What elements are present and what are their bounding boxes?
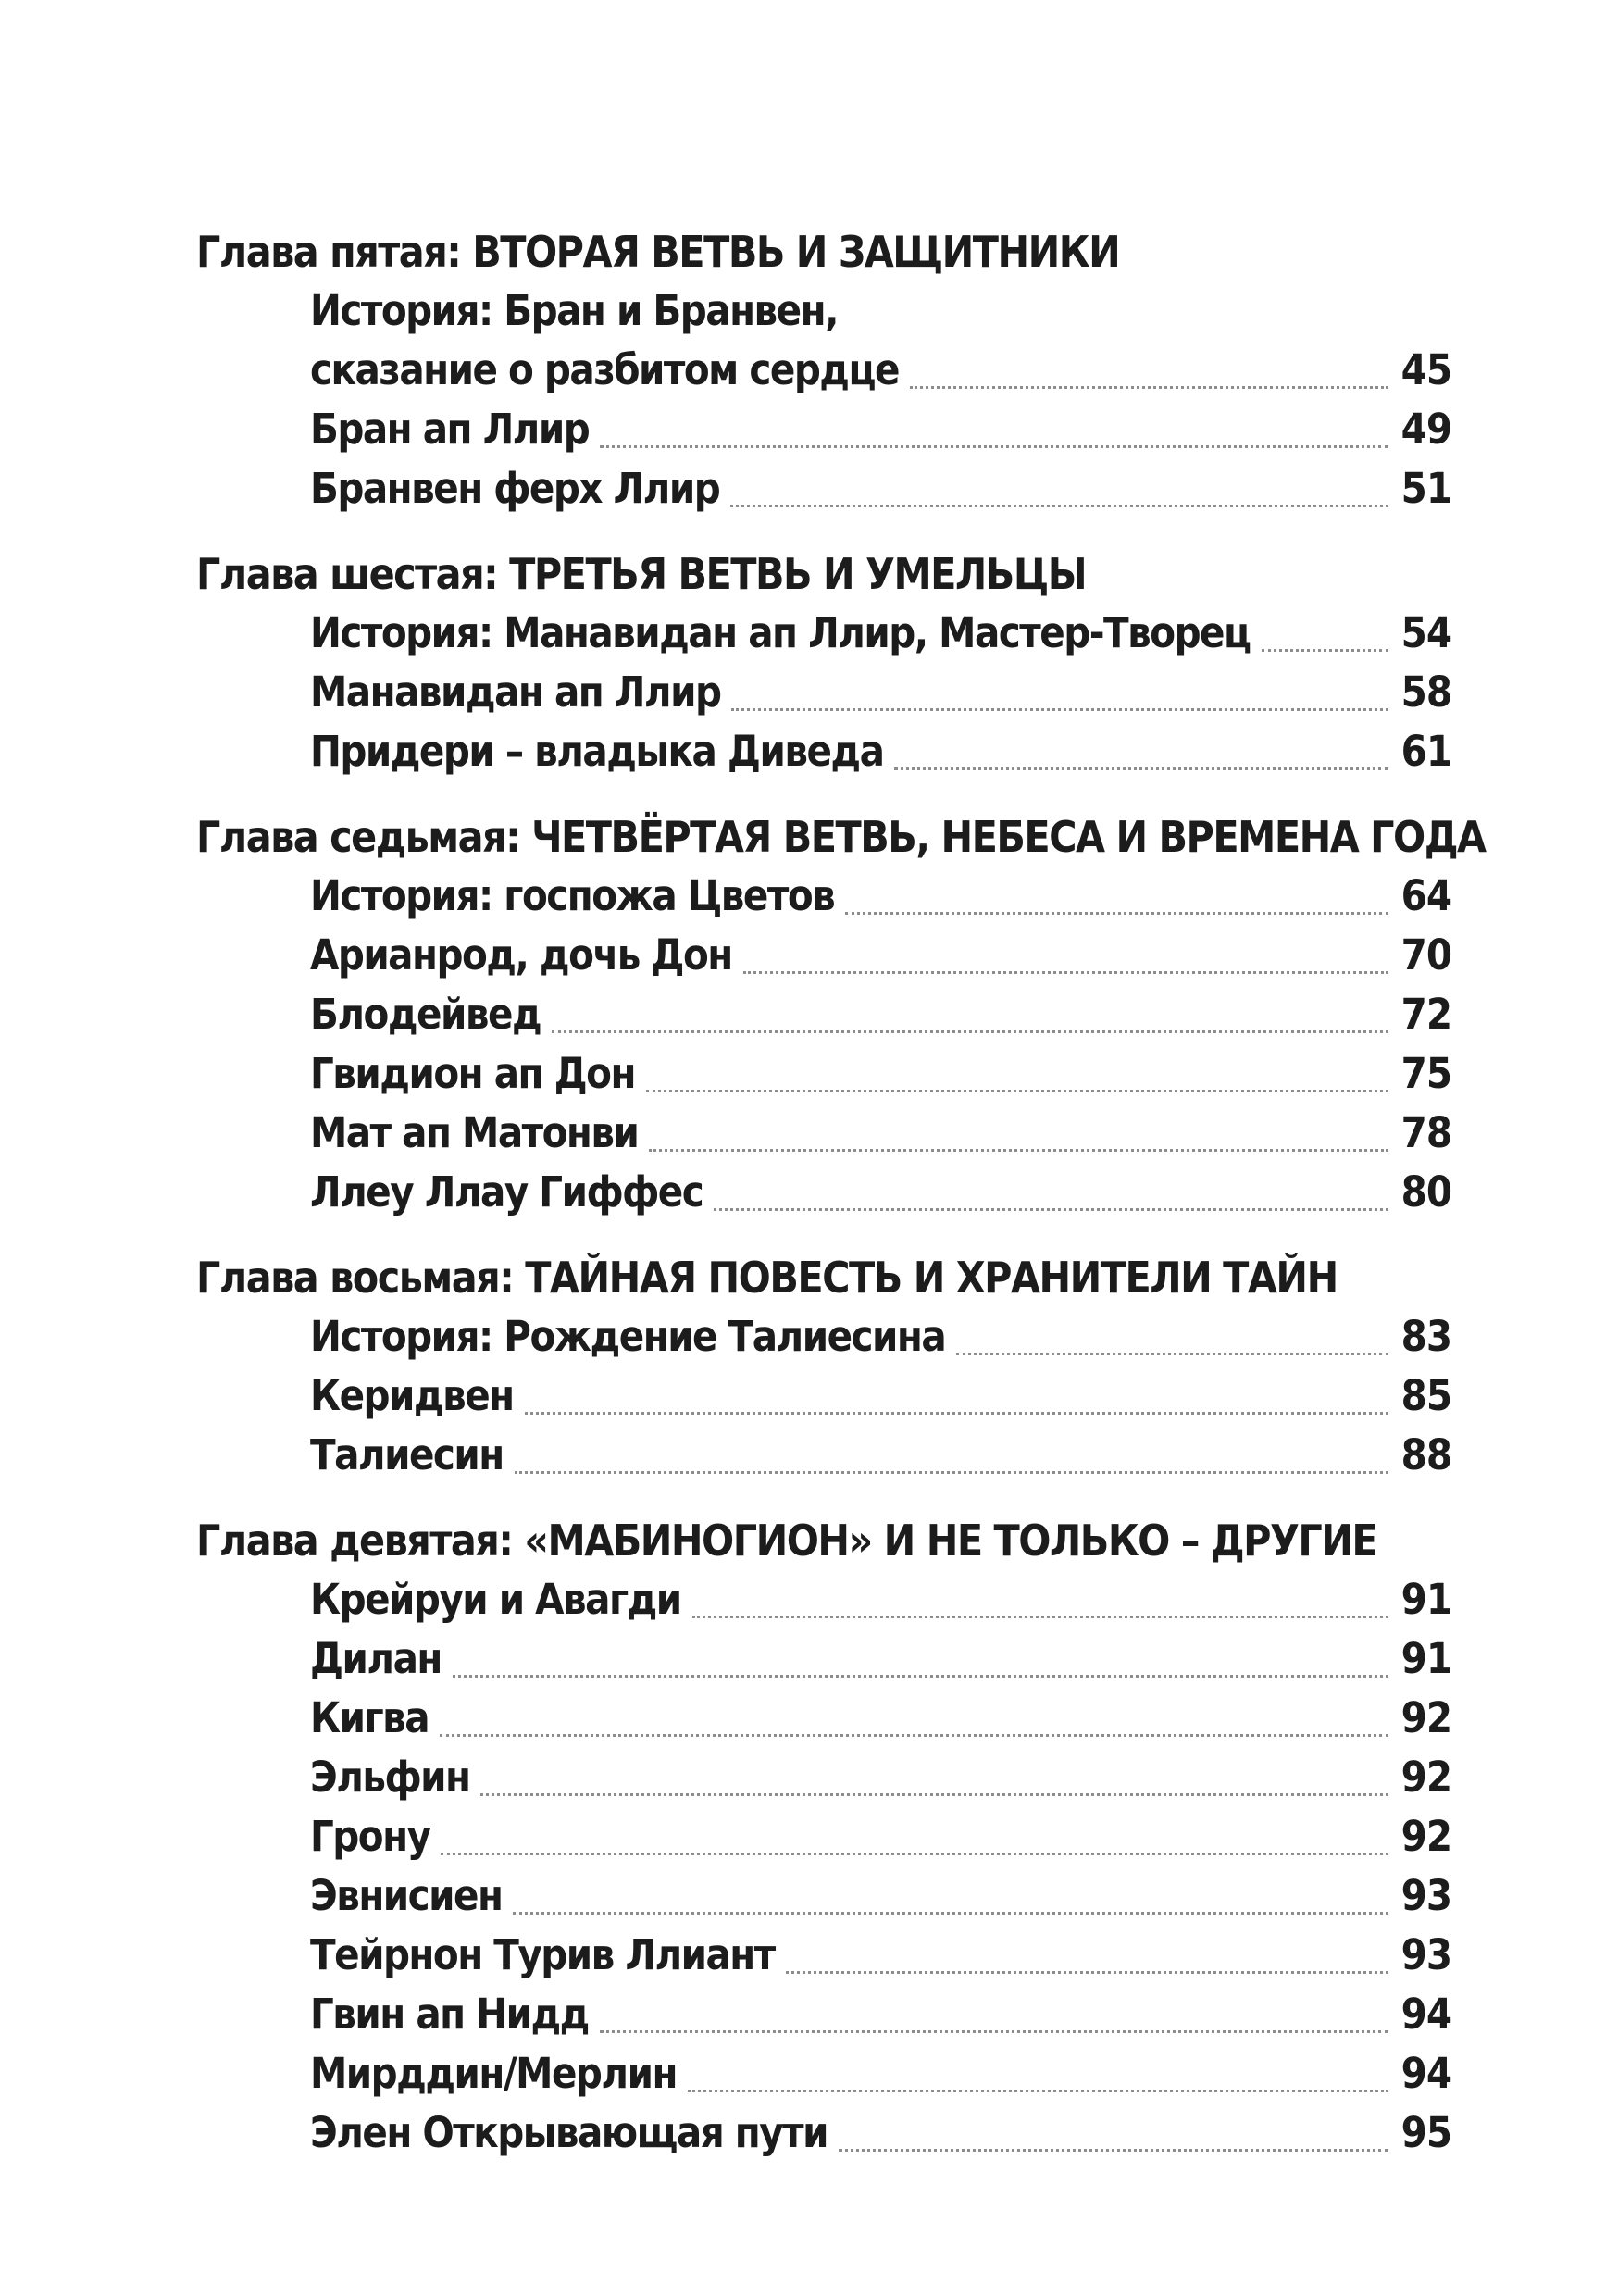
- section-entries: [310, 1570, 1451, 2163]
- page-number: 91: [1400, 1634, 1451, 1683]
- toc-section: [196, 1511, 1451, 2163]
- dotted-leader: [910, 386, 1388, 389]
- toc-entry: [310, 2044, 1451, 2103]
- dotted-leader: [600, 2030, 1388, 2033]
- dotted-leader: [552, 1030, 1388, 1033]
- section-entries: [310, 281, 1451, 518]
- toc-entry: [310, 1307, 1451, 1366]
- toc-entry: [310, 985, 1451, 1044]
- toc-entry-title: Мирддин/Мерлин: [310, 2049, 677, 2098]
- dotted-leader: [646, 1090, 1388, 1092]
- chapter-heading: Глава восьмая: ТАЙНАЯ ПОВЕСТЬ И ХРАНИТЕЛИ ТАЙН: [196, 1253, 1338, 1303]
- toc-entry-title: Гвин ап Нидд: [310, 1990, 589, 2039]
- toc-entry-title: Блодейвед: [310, 990, 541, 1039]
- toc-entry-title: История: Бран и Бранвен,: [310, 286, 838, 335]
- page-number: 91: [1400, 1575, 1451, 1624]
- dotted-leader: [786, 1971, 1388, 1974]
- dotted-leader: [714, 1208, 1388, 1211]
- toc-entry: [310, 400, 1451, 459]
- section-entries: [310, 1307, 1451, 1485]
- toc-entry: [310, 663, 1451, 722]
- page-number: 78: [1400, 1108, 1451, 1157]
- dotted-leader: [525, 1412, 1388, 1415]
- page-number: 92: [1400, 1693, 1451, 1742]
- dotted-leader: [839, 2149, 1388, 2152]
- toc-entry-title: История: Рождение Талиесина: [310, 1312, 946, 1361]
- toc-entry-title: Гвидион ап Дон: [310, 1049, 635, 1098]
- chapter-heading: Глава девятая: «МАБИНОГИОН» И НЕ ТОЛЬКО – ДРУГИЕ: [196, 1516, 1377, 1566]
- toc-entry-title: сказание о разбитом сердце: [310, 345, 899, 394]
- toc-section: [196, 1248, 1451, 1485]
- dotted-leader: [440, 1734, 1388, 1737]
- page-number: 94: [1400, 1990, 1451, 2039]
- toc-entry: [310, 926, 1451, 985]
- dotted-leader: [480, 1793, 1388, 1796]
- page-number: 51: [1400, 464, 1451, 513]
- toc-entry-title: История: госпожа Цветов: [310, 871, 835, 920]
- toc-entry-title: Эвнисиен: [310, 1871, 503, 1920]
- page-number: 72: [1400, 990, 1451, 1039]
- page-number: 92: [1400, 1812, 1451, 1861]
- toc-section: [196, 807, 1486, 1222]
- page-number: 49: [1400, 405, 1451, 454]
- page-number: 75: [1400, 1049, 1451, 1098]
- toc-section: [196, 544, 1451, 781]
- dotted-leader: [956, 1353, 1388, 1355]
- page-number: 93: [1400, 1871, 1451, 1920]
- toc-entry: [310, 604, 1451, 663]
- toc-entry: [310, 341, 1451, 400]
- toc-entry: [310, 1044, 1451, 1104]
- dotted-leader: [894, 767, 1388, 770]
- page-number: 64: [1400, 871, 1451, 920]
- toc-entry-title: Бранвен ферх Ллир: [310, 464, 720, 513]
- chapter-heading: Глава шестая: ТРЕТЬЯ ВЕТВЬ И УМЕЛЬЦЫ: [196, 549, 1087, 599]
- toc-entry: [310, 867, 1451, 926]
- dotted-leader: [600, 445, 1388, 448]
- toc-entry-title: Придери – владыка Диведа: [310, 727, 884, 776]
- page-number: 70: [1400, 930, 1451, 980]
- page-number: 54: [1400, 608, 1451, 657]
- toc-entry-title: Бран ап Ллир: [310, 405, 590, 454]
- toc-entry: [310, 1689, 1451, 1748]
- toc: [196, 222, 1486, 2163]
- dotted-leader: [513, 1912, 1388, 1915]
- toc-entry-title: Манавидан ап Ллир: [310, 668, 721, 717]
- dotted-leader: [453, 1675, 1388, 1678]
- toc-entry: [310, 1748, 1451, 1807]
- toc-entry: [310, 1985, 1451, 2044]
- dotted-leader: [743, 971, 1388, 974]
- dotted-leader: [1262, 649, 1388, 652]
- section-entries: [310, 604, 1451, 781]
- toc-entry: [310, 1926, 1451, 1985]
- page-number: 83: [1400, 1312, 1451, 1361]
- dotted-leader: [692, 1616, 1388, 1618]
- section-entries: [310, 867, 1451, 1222]
- dotted-leader: [515, 1471, 1388, 1474]
- toc-entry-title: Дилан: [310, 1634, 442, 1683]
- toc-entry-title: Талиесин: [310, 1430, 504, 1479]
- toc-entry: [310, 1426, 1451, 1485]
- toc-entry: [310, 281, 1451, 341]
- toc-entry: [310, 1807, 1451, 1866]
- toc-entry-title: Тейрнон Турив Ллиант: [310, 1930, 775, 1979]
- page-number: 92: [1400, 1753, 1451, 1802]
- toc-entry: [310, 1104, 1451, 1163]
- page-number: 93: [1400, 1930, 1451, 1979]
- dotted-leader: [845, 912, 1388, 915]
- toc-entry-title: Грону: [310, 1812, 430, 1861]
- toc-entry-title: Кигва: [310, 1693, 429, 1742]
- toc-entry-title: Крейруи и Авагди: [310, 1575, 681, 1624]
- dotted-leader: [731, 708, 1388, 711]
- page-number: 61: [1400, 727, 1451, 776]
- dotted-leader: [649, 1149, 1388, 1152]
- dotted-leader: [730, 505, 1388, 507]
- toc-entry: [310, 459, 1451, 518]
- chapter-heading: Глава седьмая: ЧЕТВЁРТАЯ ВЕТВЬ, НЕБЕСА И ВРЕМЕНА ГОДА: [196, 812, 1486, 862]
- toc-entry-title: Арианрод, дочь Дон: [310, 930, 732, 980]
- toc-entry: [310, 1163, 1451, 1222]
- toc-entry-title: Ллеу Ллау Гиффес: [310, 1167, 703, 1217]
- page-number: 45: [1400, 345, 1451, 394]
- chapter-heading: Глава пятая: ВТОРАЯ ВЕТВЬ И ЗАЩИТНИКИ: [196, 227, 1120, 277]
- toc-entry: [310, 722, 1451, 781]
- toc-entry-title: Эльфин: [310, 1753, 470, 1802]
- dotted-leader: [441, 1853, 1388, 1855]
- page-number: 88: [1400, 1430, 1451, 1479]
- page-number: 80: [1400, 1167, 1451, 1217]
- toc-entry: [310, 1866, 1451, 1926]
- dotted-leader: [688, 2090, 1388, 2092]
- toc-entry: [310, 1570, 1451, 1629]
- page-number: 94: [1400, 2049, 1451, 2098]
- page-number: 95: [1400, 2108, 1451, 2157]
- page-number: 58: [1400, 668, 1451, 717]
- toc-entry: [310, 1366, 1451, 1426]
- toc-entry-title: История: Манавидан ап Ллир, Мастер-Творец: [310, 608, 1251, 657]
- toc-entry-title: Элен Открывающая пути: [310, 2108, 828, 2157]
- toc-entry: [310, 1629, 1451, 1689]
- toc-entry: [310, 2103, 1451, 2163]
- toc-entry-title: Керидвен: [310, 1371, 514, 1420]
- toc-entry-title: Мат ап Матонви: [310, 1108, 639, 1157]
- toc-section: [196, 222, 1451, 518]
- page-number: 85: [1400, 1371, 1451, 1420]
